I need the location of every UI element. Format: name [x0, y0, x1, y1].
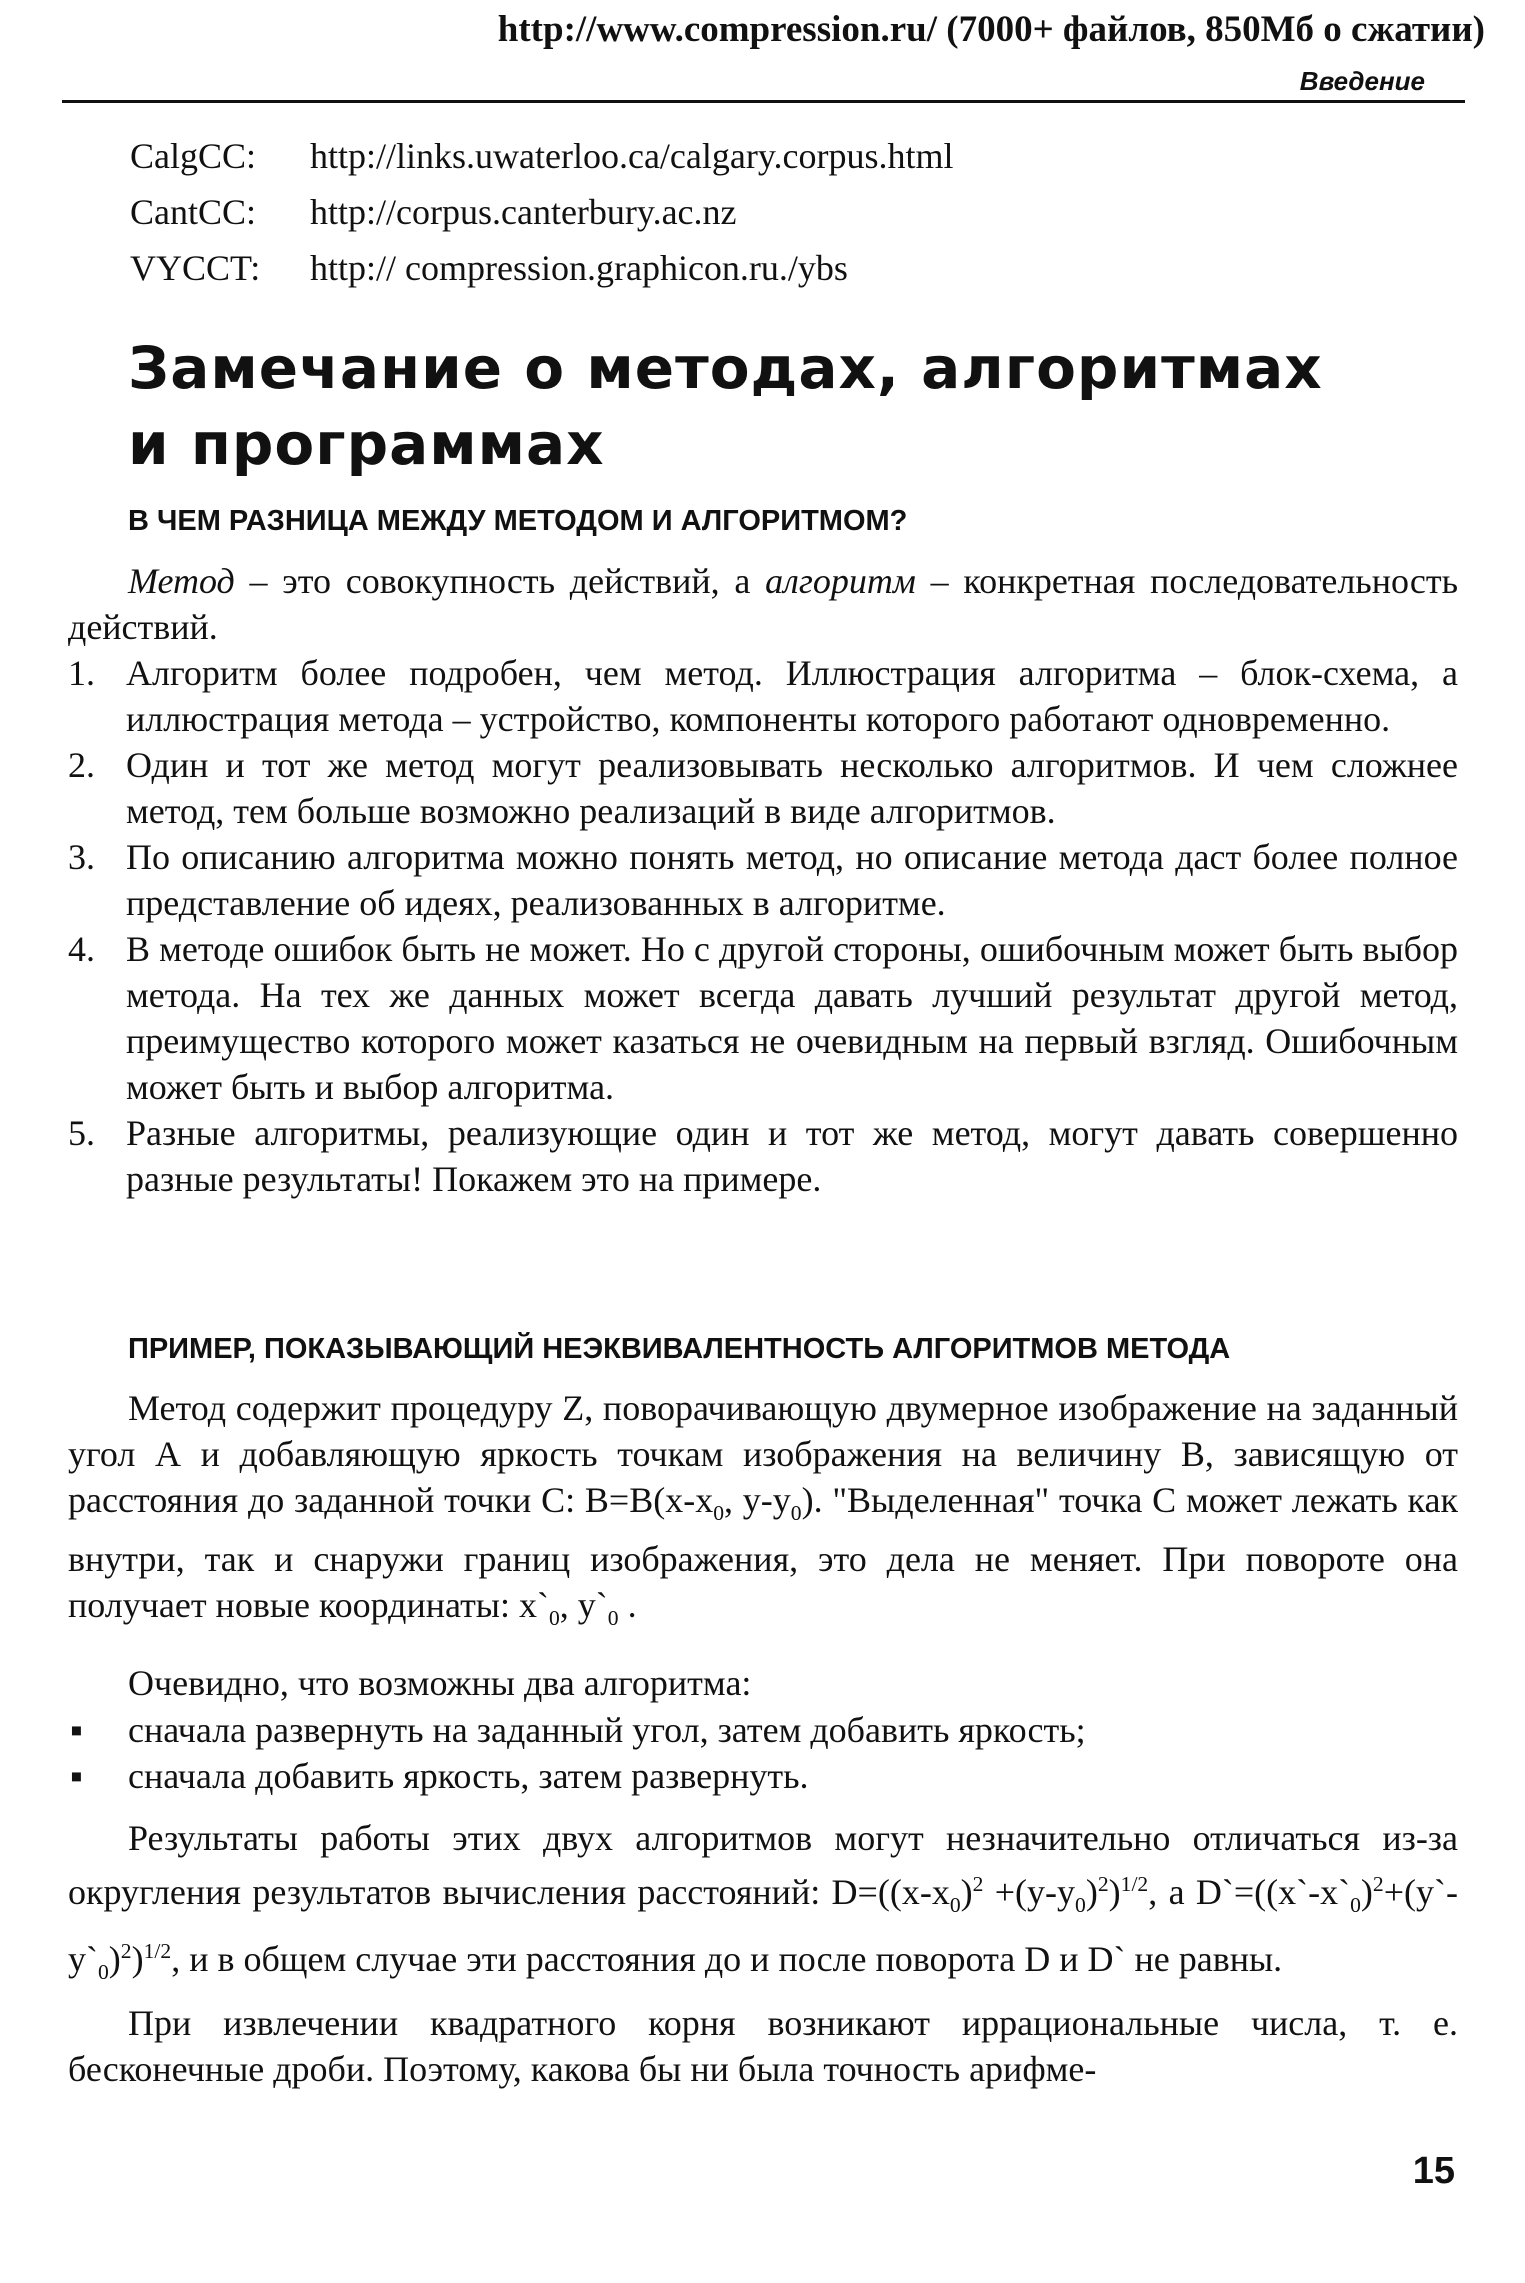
bullet-icon: ▪ — [70, 1756, 83, 1796]
irrational-paragraph: При извлечении квадратного корня возникают иррациональные числа, т. е. бесконечные дроби. Поэтому, какова бы ни была точность арифме- — [68, 2003, 1458, 2089]
results-text: ) — [960, 1872, 973, 1912]
corpus-label: VYCCT: — [130, 248, 261, 288]
running-header-source: http://www.compression.ru/ (7000+ файлов, 850Мб о сжатии) — [497, 9, 1485, 50]
list-item — [68, 742, 1458, 834]
results-text: ) — [1108, 1872, 1121, 1912]
results-paragraph — [68, 1815, 1458, 1995]
results-text: , и в общем случае эти расстояния до и после поворота D и D` не равны. — [171, 1939, 1283, 1980]
list-text: По описанию алгоритма можно понять метод, но описание метода даст более полное представление об идеях, реализованных в алгоритме. — [126, 837, 1458, 923]
list-text: Алгоритм более подробен, чем метод. Иллюстрация алгоритма – блок-схема, а иллюстрация метода – устройство, компоненты которого работают одновременно. — [126, 653, 1458, 739]
page-number: 15 — [1412, 2150, 1455, 2192]
example-text: . — [618, 1585, 637, 1626]
definition-text: – конкретная последовательность действий. — [68, 561, 1459, 647]
bullet-item — [68, 1707, 1458, 1753]
bullet-list — [68, 1707, 1458, 1799]
list-item — [68, 926, 1458, 1110]
list-item — [68, 650, 1458, 742]
superscript: 2 — [972, 1872, 984, 1896]
list-number: 1. — [68, 653, 95, 693]
list-text: Один и тот же метод могут реализовывать несколько алгоритмов. И чем сложнее метод, тем больше возможно реализаций в виде алгоритмов. — [126, 745, 1458, 831]
example-text: , у` — [559, 1585, 608, 1626]
term-method: Метод — [128, 561, 235, 601]
results-text: Результаты работы этих двух алгоритмов могут незначительно отличаться из-за округления результатов вычисления расстояний: D=((x-x — [68, 1818, 1458, 1912]
corpus-list — [130, 128, 954, 296]
results-text: +(y`-y` — [68, 1872, 1458, 1980]
subscript: 0 — [607, 1606, 619, 1631]
corpus-row — [130, 128, 954, 184]
corpus-url: http:// compression.graphicon.ru./ybs — [310, 248, 848, 288]
definition-paragraph — [68, 558, 1458, 650]
corpus-row — [130, 184, 954, 240]
chapter-title-line: и программах — [128, 410, 605, 478]
definition-text: – это совокупность действий, а — [234, 561, 766, 601]
example-text: Метод содержит процедуру Z, поворачивающую двумерное изображение на заданный угол А и добавляющую яркость точкам изображения на величину В, зависящую от расстояния до заданной точки С: В=В(х-х — [68, 1388, 1458, 1520]
chapter-title-line: Замечание о методах, алгоритмах — [128, 334, 1323, 402]
results-text: ) — [1085, 1872, 1098, 1912]
corpus-url: http://links.uwaterloo.ca/calgary.corpus.html — [310, 136, 954, 176]
subscript: 0 — [1350, 1893, 1361, 1918]
results-text: , а D`=((x`-x` — [1148, 1872, 1351, 1912]
chapter-title — [128, 330, 1428, 482]
results-text: +(y-y — [983, 1872, 1076, 1912]
subscript: 0 — [790, 1501, 802, 1526]
section-heading-example: ПРИМЕР, ПОКАЗЫВАЮЩИЙ НЕЭКВИВАЛЕНТНОСТЬ АЛГОРИТМОВ МЕТОДА — [128, 1333, 1231, 1365]
list-number: 2. — [68, 745, 95, 785]
section-heading-difference: В ЧЕМ РАЗНИЦА МЕЖДУ МЕТОДОМ И АЛГОРИТМОМ? — [128, 505, 908, 537]
example-text: ). "Выделенная" точка С может лежать как внутри, так и снаружи границ изображения, это дела не меняет. При повороте она получает новые координаты: х` — [68, 1480, 1458, 1626]
bullet-icon: ▪ — [70, 1710, 83, 1750]
subscript: 0 — [949, 1893, 961, 1918]
bullet-text: сначала добавить яркость, затем развернуть. — [128, 1756, 809, 1796]
header-divider — [62, 100, 1465, 103]
subscript: 0 — [713, 1501, 724, 1526]
list-number: 4. — [68, 929, 95, 969]
corpus-row — [130, 240, 954, 296]
list-text: В методе ошибок быть не может. Но с другой стороны, ошибочным может быть выбор метода. На тех же данных может всегда давать лучший результат другой метод, преимущество которого может казаться не очевидным на первый взгляд. Ошибочным может быть и выбор алгоритма. — [126, 929, 1458, 1107]
superscript: 1/2 — [1120, 1872, 1149, 1896]
term-algorithm: алгоритм — [765, 561, 916, 601]
superscript: 2 — [1372, 1872, 1384, 1896]
running-header-section: Введение — [1299, 66, 1425, 96]
two-algorithms-intro: Очевидно, что возможны два алгоритма: — [128, 1663, 752, 1703]
bullet-text: сначала развернуть на заданный угол, затем добавить яркость; — [128, 1710, 1086, 1750]
subscript: 0 — [1075, 1893, 1086, 1918]
corpus-label: CantCC: — [130, 192, 257, 232]
results-text: ) — [1360, 1872, 1373, 1912]
list-item — [68, 834, 1458, 926]
list-item — [68, 1110, 1458, 1202]
bullet-item — [68, 1753, 1458, 1799]
list-text: Разные алгоритмы, реализующие один и тот же метод, могут давать совершенно разные результаты! Покажем это на примере. — [126, 1113, 1458, 1199]
list-number: 3. — [68, 837, 95, 877]
example-paragraph — [68, 1385, 1458, 1641]
subscript: 0 — [548, 1606, 560, 1631]
superscript: 2 — [120, 1939, 132, 1964]
list-number: 5. — [68, 1113, 95, 1153]
numbered-list — [68, 650, 1458, 1202]
corpus-label: CalgCC: — [130, 136, 257, 176]
superscript: 1/2 — [143, 1939, 172, 1964]
results-text: ) — [131, 1939, 144, 1980]
subscript: 0 — [98, 1960, 109, 1985]
corpus-url: http://corpus.canterbury.ac.nz — [310, 192, 737, 232]
superscript: 2 — [1097, 1872, 1109, 1896]
example-text: , у-у — [724, 1480, 791, 1520]
results-text: ) — [108, 1939, 121, 1980]
